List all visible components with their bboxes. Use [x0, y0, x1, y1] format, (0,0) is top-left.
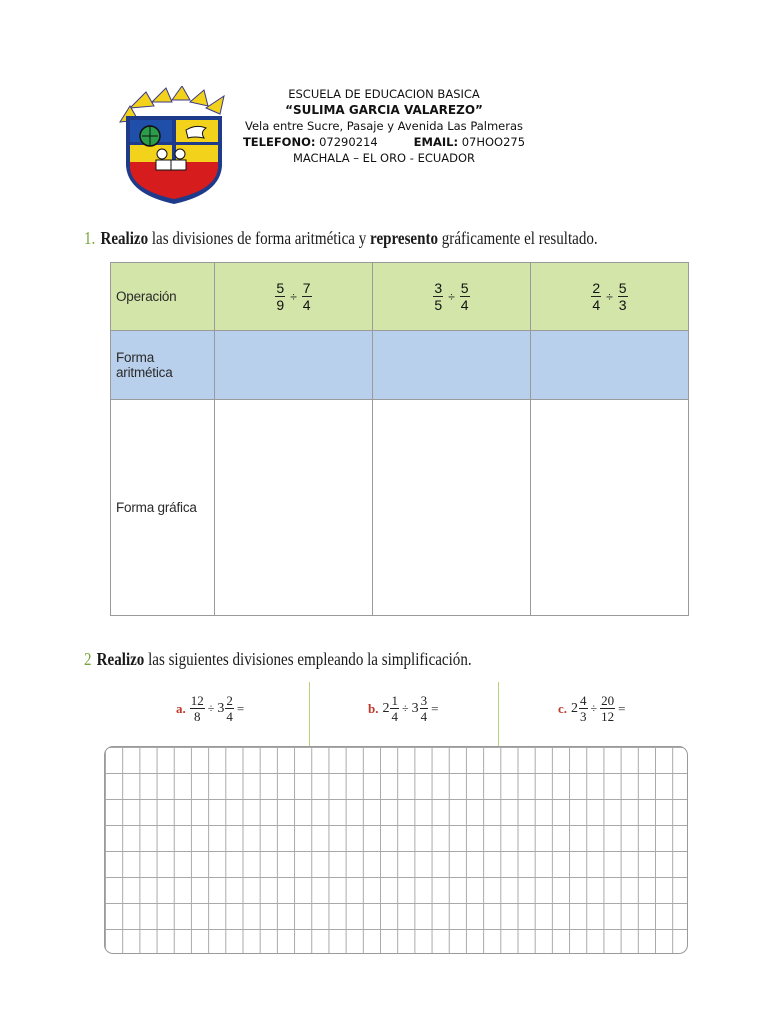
exercise-2-item-b: [368, 694, 438, 723]
school-location: MACHALA – EL ORO - ECUADOR: [292, 151, 476, 165]
school-name: “SULIMA GARCIA VALAREZO”: [285, 103, 483, 117]
whole-number: 3: [411, 700, 419, 716]
fraction: $\frac{5}{9}$: [276, 280, 285, 313]
fraction: $\frac{3}{4}$: [420, 693, 428, 724]
fraction: $\frac{5}{3}$: [618, 280, 627, 313]
exercise-2-text: las siguientes divisiones empleando la simplificación.: [144, 649, 472, 669]
whole-number: 2: [382, 700, 390, 716]
phone-label: TELEFONO:: [242, 135, 316, 149]
division-sign: ÷: [448, 289, 455, 304]
arithmetic-row: [111, 331, 689, 400]
graphic-answer-cell-3[interactable]: [531, 400, 689, 616]
school-address: Vela entre Sucre, Pasaje y Avenida Las Palmeras: [244, 119, 524, 133]
school-contact: [236, 134, 532, 150]
arithmetic-answer-cell-2[interactable]: [373, 331, 531, 400]
graphic-answer-cell-1[interactable]: [215, 400, 373, 616]
fraction: $\frac{20}{12}$: [601, 693, 615, 724]
arithmetic-answer-cell-3[interactable]: [531, 331, 689, 400]
grid-workspace[interactable]: [104, 746, 688, 954]
exercise-2-verb: Realizo: [96, 649, 145, 669]
division-sign: ÷: [401, 701, 409, 715]
operation-cell-2: [373, 263, 531, 331]
graphic-answer-cell-2[interactable]: [373, 400, 531, 616]
equals-sign: =: [236, 700, 245, 716]
exercise-1-text-2: gráficamente el resultado.: [438, 228, 598, 248]
operation-cell-1: [215, 263, 373, 331]
exercise-2-number: 2: [84, 649, 92, 669]
email-value: 07HOO275: [461, 135, 526, 149]
school-type: ESCUELA DE EDUCACION BASICA: [288, 87, 480, 101]
arithmetic-answer-cell-1[interactable]: [215, 331, 373, 400]
operation-label: Operación: [111, 263, 215, 331]
item-letter: a.: [176, 700, 186, 716]
school-header: [236, 86, 532, 166]
whole-number: 2: [571, 700, 579, 716]
operation-row: [111, 263, 689, 331]
exercise-2-item-a: [176, 694, 244, 723]
exercise-2-instruction: [84, 649, 472, 670]
graphic-row: [111, 400, 689, 616]
exercise-2-item-c: [558, 694, 625, 723]
fraction: $\frac{2}{4}$: [592, 280, 601, 313]
email-label: EMAIL:: [413, 135, 459, 149]
item-letter: b.: [368, 700, 379, 716]
equals-sign: =: [431, 700, 439, 716]
graphic-label: Forma gráfica: [111, 400, 215, 616]
operations-table: [110, 262, 689, 616]
phone-value: 07290214: [319, 135, 378, 149]
division-sign: ÷: [590, 701, 598, 715]
fraction: $\frac{4}{3}$: [580, 693, 587, 724]
fraction: $\frac{3}{5}$: [434, 280, 443, 313]
fraction: $\frac{2}{4}$: [226, 693, 233, 724]
arithmetic-label: Forma aritmética: [111, 331, 215, 400]
exercise-1-instruction: [84, 228, 598, 249]
fraction: $\frac{12}{8}$: [190, 693, 204, 724]
division-sign: ÷: [606, 289, 613, 304]
equals-sign: =: [618, 700, 626, 716]
exercise-1-number: 1.: [84, 228, 96, 248]
item-letter: c.: [558, 700, 568, 716]
operation-cell-3: [531, 263, 689, 331]
fraction: $\frac{7}{4}$: [302, 280, 311, 313]
whole-number: 3: [217, 700, 225, 716]
exercise-1-verb-1: Realizo: [100, 228, 149, 248]
division-sign: ÷: [290, 289, 297, 304]
exercise-1-verb-2: represento: [370, 228, 439, 248]
fraction: $\frac{5}{4}$: [460, 280, 469, 313]
fraction: $\frac{1}{4}$: [391, 693, 398, 724]
division-sign: ÷: [207, 701, 215, 715]
school-crest-logo: [116, 86, 232, 206]
exercise-1-text-1: las divisiones de forma aritmética y: [148, 228, 371, 248]
